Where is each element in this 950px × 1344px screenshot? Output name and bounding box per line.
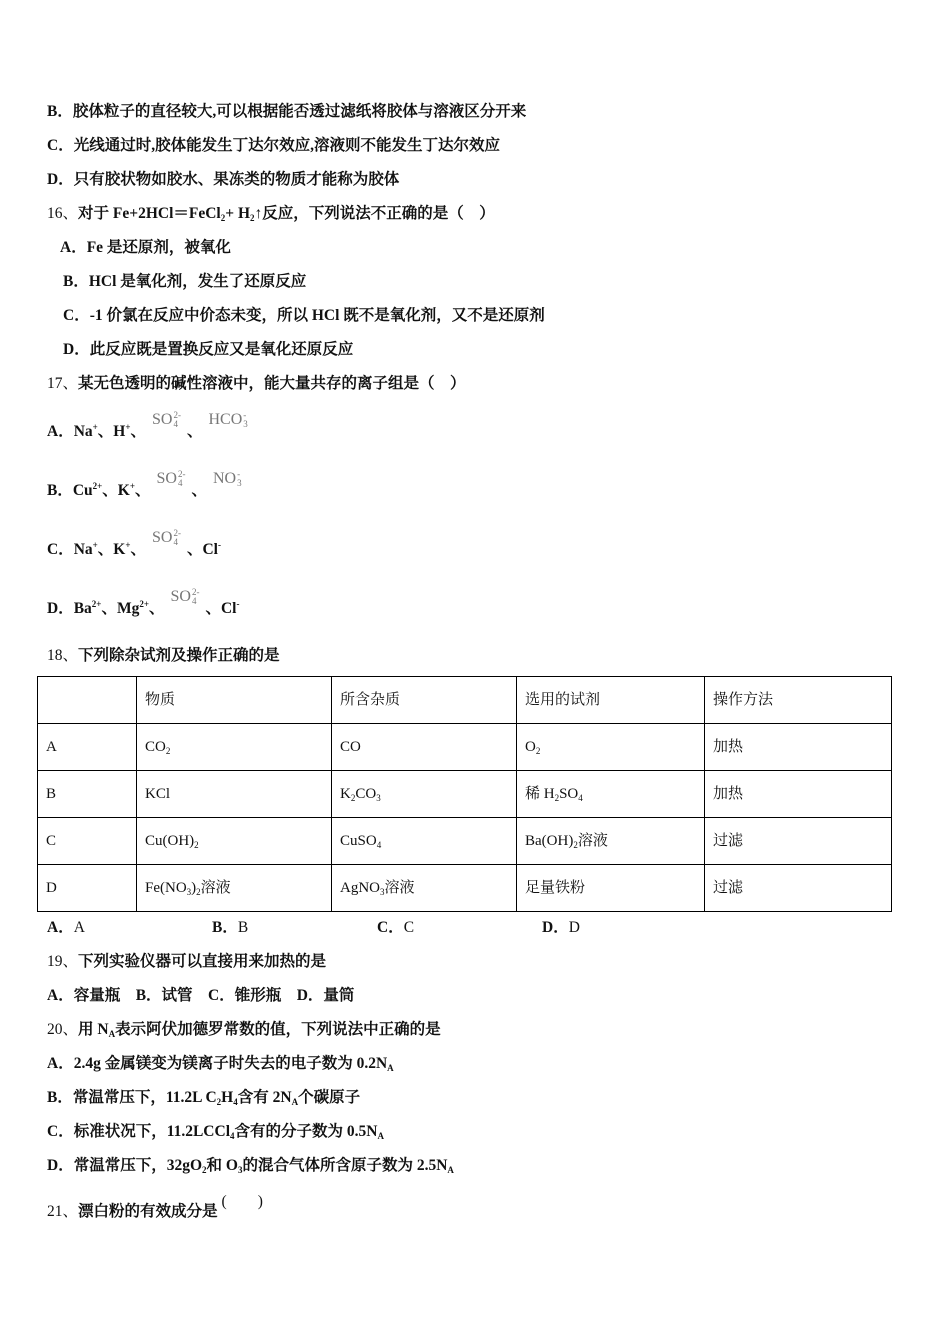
answer-blank: ( ) (221, 1193, 263, 1210)
table-cell (705, 865, 892, 912)
text-run: 表示阿伏加德罗常数的值，下列说法中正确的是 (115, 1021, 441, 1038)
text-run: 、H (97, 423, 126, 440)
text-run: 、 (186, 423, 203, 440)
text-run: D． (542, 919, 569, 936)
ion-base: SO (152, 529, 173, 547)
superscript: - (217, 540, 221, 550)
text-line (47, 170, 399, 190)
ion-subscript: 3 (237, 478, 242, 489)
text-run: D (46, 880, 57, 896)
text-run: C．标准状况下，11.2LCCl (47, 1123, 230, 1140)
subscript: A (387, 1063, 394, 1073)
text-line (47, 410, 254, 442)
text-run: A． (47, 919, 74, 936)
subscript: A (377, 1131, 384, 1141)
ion-scripts (237, 470, 242, 488)
table-cell (705, 724, 892, 771)
text-run: 下列实验仪器可以直接用来加热的是 (78, 953, 327, 970)
text-line (47, 1054, 394, 1074)
ion-subscript: 3 (243, 419, 248, 430)
plain-text-run: D (568, 919, 580, 936)
plain-text-run: 21、 (47, 1203, 79, 1220)
subscript: 2 (573, 840, 578, 850)
text-run: Cu(OH) (145, 833, 195, 849)
subscript: 4 (578, 793, 583, 803)
ion-scripts (173, 411, 181, 429)
table-cell (38, 677, 137, 724)
ion-subscript: 4 (177, 478, 183, 489)
table-cell (517, 724, 705, 771)
text-run: 、 (135, 482, 151, 499)
table-cell (332, 771, 517, 818)
text-run: 的混合气体所含原子数为 2.5N (242, 1157, 448, 1174)
text-run: A．Fe 是还原剂，被氧化 (60, 239, 231, 256)
subscript: 2 (220, 213, 226, 223)
text-run: K (340, 786, 351, 802)
text-run: 、Cl (186, 541, 218, 558)
ion-base: SO (170, 588, 191, 606)
text-line (47, 646, 280, 666)
ion-formula (152, 529, 181, 547)
text-run: CO (355, 786, 377, 802)
table-cell (705, 771, 892, 818)
ion-scripts (243, 411, 248, 429)
table-row (38, 771, 892, 818)
superscript: 2+ (92, 481, 103, 491)
text-run: 溶液 (577, 833, 608, 849)
table-cell (517, 865, 705, 912)
ion-subscript: 4 (191, 596, 197, 607)
text-run: B．HCl 是氧化剂，发生了还原反应 (63, 273, 307, 290)
text-run: 、K (102, 482, 130, 499)
text-run: 物质 (145, 692, 176, 708)
text-run: SO (559, 786, 579, 802)
superscript: 2+ (139, 599, 149, 609)
text-run: 加热 (713, 786, 744, 802)
text-run: 、Cl (205, 600, 237, 617)
table-cell (517, 771, 705, 818)
text-run: 、K (97, 541, 126, 558)
text-run: B (46, 786, 57, 802)
subscript: A (447, 1165, 454, 1175)
superscript: + (129, 481, 135, 491)
subscript: 4 (233, 1097, 238, 1107)
ion-subscript: 4 (173, 537, 178, 548)
text-run: D．此反应既是置换反应又是氧化还原反应 (63, 341, 354, 358)
superscript: + (92, 422, 98, 432)
plain-text-run: 18、 (47, 647, 79, 664)
text-run: B． (212, 919, 238, 936)
text-run: 和 O (206, 1157, 238, 1174)
plain-text-run: A (73, 919, 85, 936)
text-line (47, 528, 221, 560)
text-run: KCl (145, 786, 171, 802)
text-line (212, 918, 248, 938)
ion-subscript: 4 (173, 419, 178, 430)
table-cell (38, 771, 137, 818)
text-run: 溶液 (200, 880, 231, 896)
table-cell (332, 724, 517, 771)
text-line (63, 306, 545, 326)
subscript: 2 (535, 746, 541, 756)
text-run: CuSO (340, 833, 377, 849)
text-run: 对于 Fe+2HCl＝FeCl (78, 205, 221, 222)
text-run: 所含杂质 (340, 692, 401, 708)
subscript: A (108, 1029, 116, 1039)
text-run: 操作方法 (713, 692, 774, 708)
text-run: 溶液 (384, 880, 415, 896)
subscript: 2 (202, 1165, 207, 1175)
text-run: 、 (148, 600, 165, 617)
table-cell (517, 677, 705, 724)
text-run: 、 (130, 423, 146, 440)
text-run: 足量铁粉 (525, 880, 586, 896)
subscript: 3 (380, 887, 385, 897)
ion-charge: 2- (177, 469, 186, 480)
plain-text-run: C (403, 919, 415, 936)
text-run: C．光线通过时,胶体能发生丁达尔效应,溶液则不能发生丁达尔效应 (47, 137, 500, 154)
text-run: 含有的分子数为 0.5N (234, 1123, 378, 1140)
superscript: + (92, 540, 98, 550)
ion-charge: 2- (173, 528, 181, 539)
ion-base: HCO (208, 411, 243, 429)
text-line (47, 1088, 360, 1108)
table-row (38, 865, 892, 912)
text-run: 下列除杂试剂及操作正确的是 (78, 647, 280, 664)
ion-base: SO (152, 411, 173, 429)
text-run: 选用的试剂 (525, 692, 601, 708)
plain-text-run: 17、 (47, 375, 79, 392)
plain-text-run: 19、 (47, 953, 79, 970)
text-run: 、 (191, 482, 207, 499)
table-cell (332, 865, 517, 912)
text-run: B．常温常压下，11.2L C (47, 1089, 217, 1106)
subscript: 4 (376, 840, 382, 850)
table-cell (332, 677, 517, 724)
text-run: D．常温常压下，32gO (47, 1157, 203, 1174)
text-run: C (46, 833, 57, 849)
text-line (377, 918, 414, 938)
text-run: 、Mg (101, 600, 140, 617)
text-run: CO (145, 739, 166, 755)
text-run: ) (191, 880, 197, 896)
text-run: 、 (130, 541, 146, 558)
subscript: 3 (376, 793, 381, 803)
ion-base: SO (156, 470, 177, 488)
text-run: 过滤 (713, 833, 744, 849)
subscript: 2 (350, 793, 356, 803)
text-run: 某无色透明的碱性溶液中，能大量共存的离子组是（ ） (78, 375, 466, 392)
subscript: 3 (237, 1165, 243, 1175)
table-cell (137, 771, 332, 818)
ion-charge: - (237, 469, 241, 480)
subscript: 2 (554, 793, 560, 803)
text-run: O (525, 739, 536, 755)
subscript: 2 (165, 746, 171, 756)
text-run: A．2.4g 金属镁变为镁离子时失去的电子数为 0.2N (47, 1055, 388, 1072)
ion-formula (152, 411, 181, 429)
text-run: CO (340, 739, 361, 755)
subscript: 4 (230, 1131, 235, 1141)
table-row (38, 818, 892, 865)
ion-formula (170, 588, 199, 606)
text-line (60, 238, 231, 258)
ion-formula (208, 411, 247, 429)
table-row (38, 724, 892, 771)
text-run: D．Ba (47, 600, 92, 617)
text-run: H (221, 1089, 234, 1106)
text-line (63, 340, 353, 360)
text-run: 过滤 (713, 880, 744, 896)
text-run: 含有 2N (237, 1089, 292, 1106)
text-run: AgNO (340, 880, 380, 896)
text-line (47, 1156, 454, 1176)
table-cell (137, 818, 332, 865)
text-run: C．Na (47, 541, 93, 558)
subscript: 2 (216, 1097, 222, 1107)
superscript: + (125, 422, 131, 432)
text-line (47, 1020, 441, 1040)
table-cell (38, 818, 137, 865)
subscript: 2 (194, 840, 199, 850)
table-cell (705, 818, 892, 865)
text-line (63, 272, 306, 292)
text-run: Ba(OH) (525, 833, 574, 849)
text-line (47, 587, 240, 619)
text-line (542, 918, 580, 938)
text-run: C． (377, 919, 404, 936)
text-line (47, 1193, 263, 1222)
table-cell (38, 865, 137, 912)
table-cell (137, 677, 332, 724)
superscript: + (125, 540, 131, 550)
text-line (47, 1122, 384, 1142)
text-run: 个碳原子 (298, 1089, 361, 1106)
text-run: A．容量瓶 B．试管 C．锥形瓶 D．量筒 (47, 987, 355, 1004)
text-run: B．胶体粒子的直径较大,可以根据能否透过滤纸将胶体与溶液区分开来 (47, 103, 527, 120)
table-cell (705, 677, 892, 724)
text-line (47, 374, 466, 394)
table-cell (332, 818, 517, 865)
text-line (47, 469, 248, 501)
ion-charge: 2- (173, 410, 181, 421)
text-run: C．-1 价氯在反应中价态未变，所以 HCl 既不是氧化剂，又不是还原剂 (63, 307, 545, 324)
text-run: 漂白粉的有效成分是 (78, 1203, 218, 1220)
text-line (47, 952, 326, 972)
table-cell (517, 818, 705, 865)
ion-formula (213, 470, 242, 488)
purification-table (37, 676, 892, 912)
ion-scripts (178, 470, 186, 488)
text-run: A．Na (47, 423, 93, 440)
text-line (47, 918, 85, 938)
plain-text-run: 16、 (47, 205, 79, 222)
superscript: - (236, 599, 240, 609)
ion-base: NO (212, 470, 237, 488)
table-row (38, 677, 892, 724)
text-run: ↑反应，下列说法不正确的是（ ） (254, 205, 495, 222)
subscript: A (291, 1097, 299, 1107)
text-run: D．只有胶状物如胶水、果冻类的物质才能称为胶体 (47, 171, 400, 188)
text-line (47, 102, 526, 122)
text-line (47, 204, 495, 224)
plain-text-run: 20、 (47, 1021, 79, 1038)
ion-charge: 2- (191, 587, 200, 598)
plain-text-run: B (237, 919, 249, 936)
table-cell (137, 865, 332, 912)
ion-scripts (173, 529, 181, 547)
text-run: 稀 H (525, 786, 555, 802)
subscript: 3 (186, 887, 192, 897)
text-run: 用 N (78, 1021, 109, 1038)
superscript: 2+ (91, 599, 102, 609)
subscript: 2 (250, 213, 255, 223)
table-cell (38, 724, 137, 771)
text-run: Fe(NO (145, 880, 187, 896)
ion-charge: - (243, 410, 247, 421)
text-run: B．Cu (47, 482, 93, 499)
text-line (47, 136, 500, 156)
text-run: 加热 (713, 739, 744, 755)
ion-scripts (192, 588, 200, 606)
text-run: A (46, 739, 57, 755)
subscript: 2 (196, 887, 201, 897)
ion-formula (157, 470, 186, 488)
text-run: + H (225, 205, 250, 222)
table-cell (137, 724, 332, 771)
text-line (47, 986, 354, 1006)
